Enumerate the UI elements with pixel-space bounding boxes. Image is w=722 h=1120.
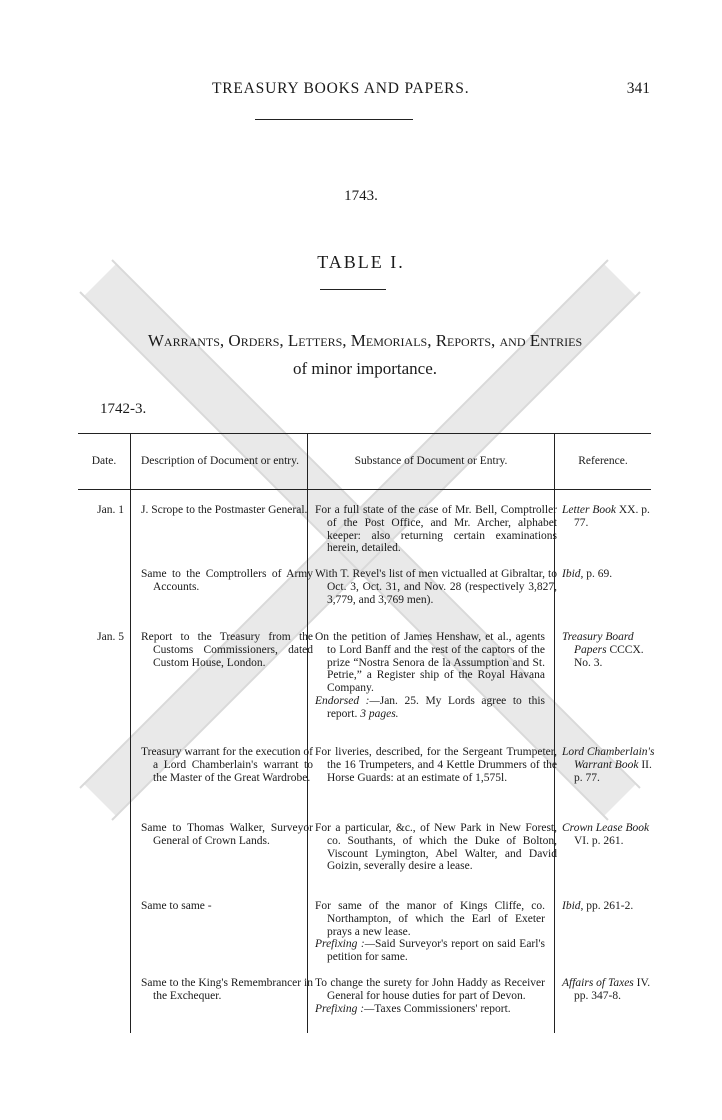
table-title: TABLE I. <box>317 252 405 272</box>
page-header <box>0 80 722 102</box>
reference-location: IV. pp. 347-8. <box>574 977 651 1002</box>
date-cell: Jan. 5 <box>97 631 124 643</box>
page-number: 341 <box>626 80 650 97</box>
substance-cell <box>315 977 545 1015</box>
reference-source: Ibid, <box>562 568 584 580</box>
reference-cell <box>562 631 658 669</box>
substance-cell <box>315 631 545 721</box>
reference-cell <box>562 900 658 913</box>
reference-source: Affairs of Taxes <box>562 977 634 989</box>
records-table <box>78 433 655 1015</box>
heading-line-1: Warrants, Orders, Letters, Memorials, Reports, and Entries <box>147 331 583 350</box>
reference-location: XX. p. 77. <box>574 504 650 529</box>
column-header-description: Description of Document or entry. <box>141 455 299 467</box>
note-label: Endorsed :— <box>315 694 380 707</box>
column-header-date: Date. <box>91 455 117 467</box>
heading-line-2: of minor importance. <box>293 359 437 378</box>
description-cell: Same to the Comptrollers of Army Accounts. <box>141 568 313 593</box>
substance-text: To change the surety for John Haddy as Receiver General for house duties for part of Devon. <box>315 977 545 1002</box>
reference-source: Letter Book <box>562 504 616 516</box>
reference-source: Crown Lease Book <box>562 822 650 834</box>
description-cell: J. Scrope to the Postmaster General. <box>141 504 308 516</box>
date-cell: Jan. 1 <box>97 504 124 516</box>
column-header-substance: Substance of Document or Entry. <box>354 455 508 467</box>
reference-cell <box>562 746 658 784</box>
substance-text: For same of the manor of Kings Cliffe, co. Northampton, of which the Earl of Exeter prays a new lease. <box>315 900 545 938</box>
sub-year: 1742-3. <box>100 401 147 417</box>
running-title: TREASURY BOOKS AND PAPERS. <box>212 80 470 97</box>
substance-note <box>315 1003 545 1016</box>
section-heading <box>60 327 670 383</box>
reference-location: pp. 261-2. <box>583 900 634 912</box>
substance-cell <box>315 900 545 964</box>
substance-text: On the petition of James Henshaw, et al., agents to Lord Banff and the rest of the captors of the prize “Nostra Senora de la Assumption and St. Petrie,” a Register ship of the Royal Havana Company. <box>315 631 545 695</box>
reference-source: Lord Chamberlain's Warrant Book <box>562 746 655 771</box>
note-text: Said Surveyor's report on said Earl's petition for same. <box>327 938 545 964</box>
title-rule <box>320 289 386 290</box>
note-text: Taxes Commissioners' report. <box>374 1002 511 1015</box>
note-label: Prefixing :— <box>315 938 375 951</box>
description-cell: Treasury warrant for the execution of a Lord Chamberlain's warrant to the Master of the Great Wardrobe. <box>141 746 313 784</box>
reference-location: II. p. 77. <box>574 758 652 784</box>
substance-note <box>315 938 545 964</box>
reference-cell <box>562 504 658 530</box>
description-cell: Same to the King's Remembrancer in the Exchequer. <box>141 977 313 1002</box>
reference-location: VI. p. 261. <box>574 834 624 847</box>
substance-cell: For liveries, described, for the Sergeant Trumpeter, the 16 Trumpeters, and 4 Kettle Drummers of the Horse Guards: at an estimate of 1,575l. <box>315 746 557 784</box>
substance-cell: With T. Revel's list of men victualled at Gibraltar, to Oct. 3, Oct. 31, and Nov. 28 (respectively 3,827, 3,779, and 3,769 men). <box>315 568 557 606</box>
reference-location: p. 69. <box>583 568 613 580</box>
substance-cell: For a particular, &c., of New Park in New Forest, co. Southants, of which the Duke of Bolton, Viscount Lymington, Abel Walter, and David Goizin, severally desire a lease. <box>315 822 557 873</box>
column-divider <box>307 433 308 1033</box>
note-pages: 3 pages. <box>360 707 399 720</box>
description-cell: Same to same - <box>141 900 212 912</box>
reference-location: CCCX. No. 3. <box>574 643 644 669</box>
note-text: Jan. 25. My Lords agree to this report. <box>327 694 545 720</box>
column-divider <box>130 433 131 1033</box>
year-heading: 1743. <box>344 188 378 204</box>
description-cell: Report to the Treasury from the Customs Commissioners, dated Custom House, London. <box>141 631 313 669</box>
reference-source: Treasury Board Papers <box>562 631 634 656</box>
description-cell: Same to Thomas Walker, Surveyor General of Crown Lands. <box>141 822 313 847</box>
reference-cell <box>562 822 658 848</box>
note-label: Prefixing :— <box>315 1002 375 1015</box>
reference-source: Ibid, <box>562 900 584 912</box>
reference-cell <box>562 568 658 581</box>
table-header <box>78 434 651 490</box>
header-rule <box>255 119 413 120</box>
column-header-reference: Reference. <box>578 455 628 467</box>
substance-cell: For a full state of the case of Mr. Bell, Comptroller of the Post Office, and Mr. Archer, alphabet keeper: also returning certain examinations herein, detailed. <box>315 504 557 555</box>
reference-cell <box>562 977 658 1003</box>
substance-note <box>315 695 545 721</box>
